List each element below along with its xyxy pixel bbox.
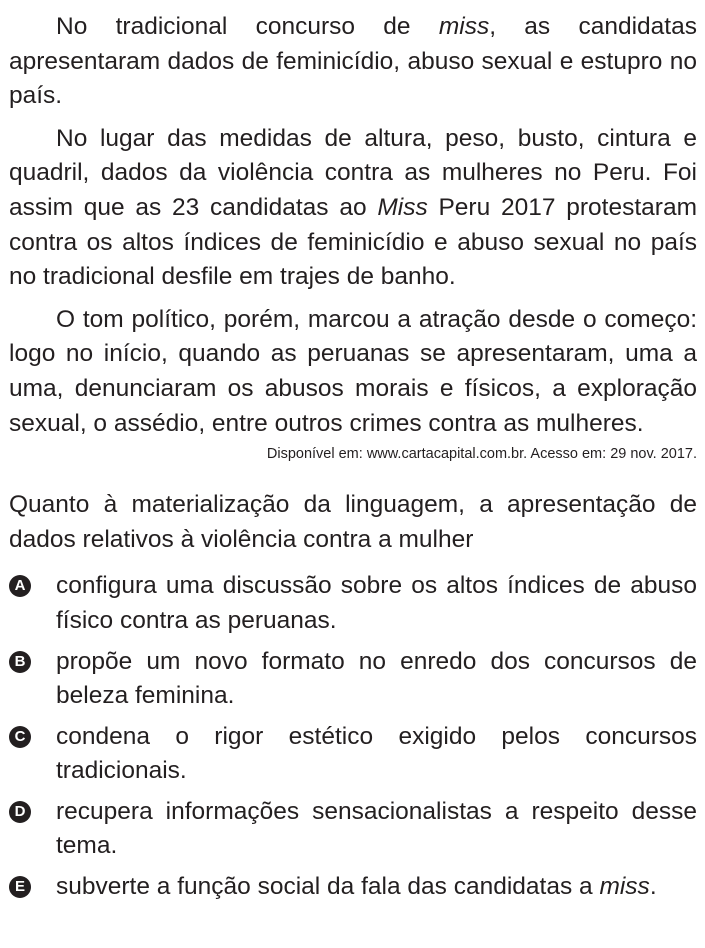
option-text: recupera informações sensacionalistas a respeito desse tema. [56, 797, 697, 860]
option-e[interactable] [9, 870, 697, 905]
option-letter-badge: A [9, 575, 31, 597]
option-d[interactable] [9, 795, 697, 864]
option-text: condena o rigor estético exigido pelos concursos tradicionais. [56, 722, 697, 785]
option-letter-badge: D [9, 801, 31, 823]
passage-text: Peru 2017 protestaram contra os altos índices de feminicídio e abuso sexual no país no tradicional desfile em trajes de banho. [9, 193, 697, 291]
passage-text: , as candidatas apresentaram dados de feminicídio, abuso sexual e estupro no país. [9, 13, 697, 110]
italic-word: Miss [377, 193, 428, 221]
option-text: propõe um novo formato no enredo dos concursos de beleza feminina. [56, 647, 697, 710]
option-letter-badge: E [9, 876, 31, 898]
passage-text: No lugar das medidas de altura, peso, busto, cintura e quadril, dados da violência contra as mulheres no Peru. Foi assim que as 23 candidatas ao [9, 124, 697, 221]
question-stem: Quanto à materialização da linguagem, a apresentação de dados relativos à violência contra a mulher [9, 491, 697, 553]
reading-passage [9, 10, 697, 464]
option-a[interactable] [9, 569, 697, 638]
option-letter-badge: B [9, 651, 31, 673]
passage-paragraph-1 [9, 10, 697, 114]
passage-paragraph-2 [9, 122, 697, 295]
option-b[interactable] [9, 645, 697, 714]
option-text [56, 870, 697, 905]
answer-options [9, 569, 697, 904]
italic-word: miss [438, 13, 490, 40]
option-text-part: subverte a função social da fala das candidatas a [56, 873, 600, 901]
option-c[interactable] [9, 720, 697, 789]
passage-paragraph-3: O tom político, porém, marcou a atração desde o começo: logo no início, quando as peruanas se apresentaram, uma a uma, denunciaram os abusos morais e físicos, a exploração sexual, o assédio, entre outros crimes contra as mulheres. [9, 305, 697, 437]
passage-text: No tradicional concurso de [56, 13, 439, 40]
exam-question-page [9, 10, 697, 911]
source-citation: Disponível em: www.cartacapital.com.br. Acesso em: 29 nov. 2017. [266, 446, 697, 463]
italic-word: miss [599, 873, 650, 901]
option-text: configura uma discussão sobre os altos índices de abuso físico contra as peruanas. [56, 572, 697, 634]
option-text-part: . [649, 873, 657, 901]
option-letter-badge: C [9, 726, 31, 748]
